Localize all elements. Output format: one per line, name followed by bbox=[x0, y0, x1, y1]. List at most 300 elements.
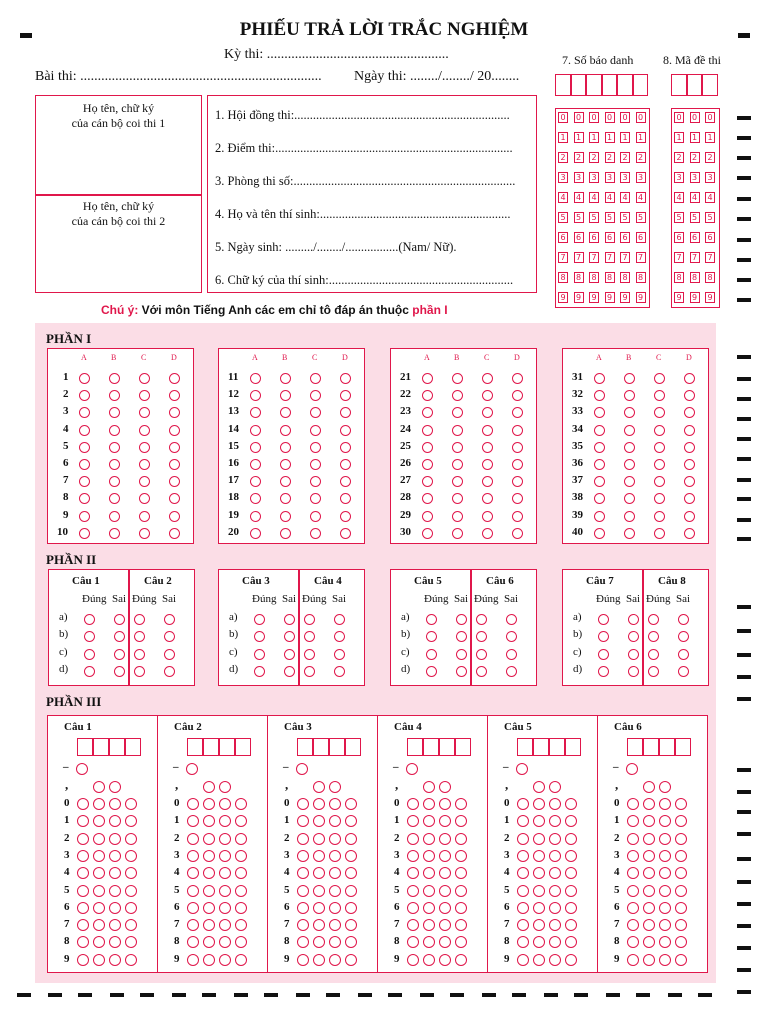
part3-digit-bubble[interactable] bbox=[659, 885, 671, 897]
part1-answer-bubble[interactable] bbox=[452, 511, 463, 522]
part3-digit-bubble[interactable] bbox=[77, 833, 89, 845]
part3-digit-bubble[interactable] bbox=[517, 885, 529, 897]
part3-digit-bubble[interactable] bbox=[675, 902, 687, 914]
sbd-digit-bubble[interactable]: 4 bbox=[620, 192, 630, 203]
part3-digit-bubble[interactable] bbox=[517, 919, 529, 931]
sbd-digit-bubble[interactable]: 1 bbox=[636, 132, 646, 143]
part1-answer-bubble[interactable] bbox=[482, 528, 493, 539]
part3-digit-bubble[interactable] bbox=[77, 798, 89, 810]
part3-write-cell[interactable] bbox=[455, 738, 471, 756]
sbd-digit-bubble[interactable]: 9 bbox=[636, 292, 646, 303]
part1-answer-bubble[interactable] bbox=[139, 528, 150, 539]
part3-digit-bubble[interactable] bbox=[549, 850, 561, 862]
sbd-digit-bubble[interactable]: 3 bbox=[605, 172, 615, 183]
sbd-digit-bubble[interactable]: 1 bbox=[620, 132, 630, 143]
part2-true-bubble[interactable] bbox=[476, 666, 487, 677]
part3-digit-bubble[interactable] bbox=[203, 919, 215, 931]
part1-answer-bubble[interactable] bbox=[139, 425, 150, 436]
part3-digit-bubble[interactable] bbox=[297, 902, 309, 914]
part3-write-cell[interactable] bbox=[345, 738, 361, 756]
part2-false-bubble[interactable] bbox=[164, 666, 175, 677]
made-digit-bubble[interactable]: 7 bbox=[674, 252, 684, 263]
sbd-digit-bubble[interactable]: 2 bbox=[558, 152, 568, 163]
part1-answer-bubble[interactable] bbox=[79, 459, 90, 470]
part3-write-cell[interactable] bbox=[565, 738, 581, 756]
part3-digit-bubble[interactable] bbox=[329, 850, 341, 862]
part1-answer-bubble[interactable] bbox=[79, 511, 90, 522]
part3-comma-bubble[interactable] bbox=[329, 781, 341, 793]
part3-digit-bubble[interactable] bbox=[77, 919, 89, 931]
part1-answer-bubble[interactable] bbox=[310, 459, 321, 470]
part3-digit-bubble[interactable] bbox=[109, 850, 121, 862]
part2-false-bubble[interactable] bbox=[284, 649, 295, 660]
part1-answer-bubble[interactable] bbox=[280, 459, 291, 470]
made-digit-bubble[interactable]: 1 bbox=[705, 132, 715, 143]
sbd-write-cell[interactable] bbox=[633, 74, 649, 96]
part3-digit-bubble[interactable] bbox=[627, 919, 639, 931]
sbd-digit-bubble[interactable]: 4 bbox=[574, 192, 584, 203]
sbd-digit-bubble[interactable]: 3 bbox=[574, 172, 584, 183]
part3-digit-bubble[interactable] bbox=[455, 833, 467, 845]
part3-digit-bubble[interactable] bbox=[93, 919, 105, 931]
part3-digit-bubble[interactable] bbox=[203, 798, 215, 810]
part3-digit-bubble[interactable] bbox=[77, 885, 89, 897]
part3-digit-bubble[interactable] bbox=[297, 919, 309, 931]
part1-answer-bubble[interactable] bbox=[512, 442, 523, 453]
part3-digit-bubble[interactable] bbox=[77, 850, 89, 862]
part3-digit-bubble[interactable] bbox=[93, 954, 105, 966]
made-digit-bubble[interactable]: 6 bbox=[674, 232, 684, 243]
part3-digit-bubble[interactable] bbox=[455, 919, 467, 931]
sbd-digit-bubble[interactable]: 5 bbox=[636, 212, 646, 223]
made-digit-bubble[interactable]: 2 bbox=[674, 152, 684, 163]
part2-false-bubble[interactable] bbox=[164, 649, 175, 660]
part3-digit-bubble[interactable] bbox=[297, 850, 309, 862]
part3-digit-bubble[interactable] bbox=[109, 885, 121, 897]
sbd-digit-bubble[interactable]: 0 bbox=[605, 112, 615, 123]
part3-write-cell[interactable] bbox=[627, 738, 643, 756]
part3-digit-bubble[interactable] bbox=[659, 850, 671, 862]
part1-answer-bubble[interactable] bbox=[79, 425, 90, 436]
part3-comma-bubble[interactable] bbox=[109, 781, 121, 793]
part3-write-cell[interactable] bbox=[297, 738, 313, 756]
part2-true-bubble[interactable] bbox=[134, 666, 145, 677]
made-digit-bubble[interactable]: 8 bbox=[690, 272, 700, 283]
part1-answer-bubble[interactable] bbox=[482, 373, 493, 384]
part3-digit-bubble[interactable] bbox=[439, 850, 451, 862]
part1-answer-bubble[interactable] bbox=[684, 459, 695, 470]
made-write-cell[interactable] bbox=[671, 74, 687, 96]
made-digit-bubble[interactable]: 8 bbox=[674, 272, 684, 283]
part2-false-bubble[interactable] bbox=[506, 614, 517, 625]
part3-digit-bubble[interactable] bbox=[345, 902, 357, 914]
part3-digit-bubble[interactable] bbox=[235, 833, 247, 845]
sbd-digit-bubble[interactable]: 8 bbox=[620, 272, 630, 283]
sbd-digit-bubble[interactable]: 5 bbox=[558, 212, 568, 223]
part3-write-cell[interactable] bbox=[203, 738, 219, 756]
part1-answer-bubble[interactable] bbox=[452, 528, 463, 539]
part2-false-bubble[interactable] bbox=[456, 649, 467, 660]
part3-digit-bubble[interactable] bbox=[93, 833, 105, 845]
sbd-digit-bubble[interactable]: 0 bbox=[620, 112, 630, 123]
part1-answer-bubble[interactable] bbox=[482, 442, 493, 453]
part2-false-bubble[interactable] bbox=[678, 614, 689, 625]
part3-digit-bubble[interactable] bbox=[297, 833, 309, 845]
part3-digit-bubble[interactable] bbox=[439, 833, 451, 845]
part1-answer-bubble[interactable] bbox=[79, 442, 90, 453]
part3-digit-bubble[interactable] bbox=[93, 902, 105, 914]
made-digit-bubble[interactable]: 5 bbox=[705, 212, 715, 223]
sbd-digit-bubble[interactable]: 2 bbox=[620, 152, 630, 163]
part2-true-bubble[interactable] bbox=[134, 614, 145, 625]
sbd-write-cell[interactable] bbox=[617, 74, 633, 96]
part3-write-cell[interactable] bbox=[219, 738, 235, 756]
part3-digit-bubble[interactable] bbox=[125, 954, 137, 966]
part1-answer-bubble[interactable] bbox=[280, 528, 291, 539]
part3-digit-bubble[interactable] bbox=[125, 885, 137, 897]
sbd-digit-bubble[interactable]: 4 bbox=[589, 192, 599, 203]
made-digit-bubble[interactable]: 8 bbox=[705, 272, 715, 283]
part3-digit-bubble[interactable] bbox=[93, 885, 105, 897]
part3-write-cell[interactable] bbox=[659, 738, 675, 756]
part3-digit-bubble[interactable] bbox=[517, 798, 529, 810]
part2-false-bubble[interactable] bbox=[456, 666, 467, 677]
sbd-digit-bubble[interactable]: 4 bbox=[636, 192, 646, 203]
part1-answer-bubble[interactable] bbox=[594, 425, 605, 436]
part3-digit-bubble[interactable] bbox=[643, 919, 655, 931]
made-digit-bubble[interactable]: 4 bbox=[690, 192, 700, 203]
sbd-digit-bubble[interactable]: 2 bbox=[605, 152, 615, 163]
made-digit-bubble[interactable]: 0 bbox=[705, 112, 715, 123]
part1-answer-bubble[interactable] bbox=[654, 442, 665, 453]
part1-answer-bubble[interactable] bbox=[452, 373, 463, 384]
part1-answer-bubble[interactable] bbox=[109, 373, 120, 384]
part3-digit-bubble[interactable] bbox=[455, 954, 467, 966]
part3-digit-bubble[interactable] bbox=[675, 885, 687, 897]
sbd-digit-bubble[interactable]: 0 bbox=[558, 112, 568, 123]
part3-digit-bubble[interactable] bbox=[297, 798, 309, 810]
sbd-digit-bubble[interactable]: 5 bbox=[589, 212, 599, 223]
part3-digit-bubble[interactable] bbox=[297, 954, 309, 966]
part3-digit-bubble[interactable] bbox=[407, 885, 419, 897]
part2-false-bubble[interactable] bbox=[114, 666, 125, 677]
part1-answer-bubble[interactable] bbox=[654, 511, 665, 522]
sbd-digit-bubble[interactable]: 1 bbox=[589, 132, 599, 143]
part3-comma-bubble[interactable] bbox=[219, 781, 231, 793]
part1-answer-bubble[interactable] bbox=[310, 425, 321, 436]
made-digit-bubble[interactable]: 6 bbox=[690, 232, 700, 243]
part3-digit-bubble[interactable] bbox=[627, 902, 639, 914]
part2-true-bubble[interactable] bbox=[476, 649, 487, 660]
sbd-digit-bubble[interactable]: 5 bbox=[620, 212, 630, 223]
part3-digit-bubble[interactable] bbox=[565, 833, 577, 845]
part3-digit-bubble[interactable] bbox=[235, 919, 247, 931]
part3-digit-bubble[interactable] bbox=[77, 902, 89, 914]
part1-answer-bubble[interactable] bbox=[624, 442, 635, 453]
sbd-write-cell[interactable] bbox=[571, 74, 587, 96]
sbd-digit-bubble[interactable]: 9 bbox=[589, 292, 599, 303]
part3-write-cell[interactable] bbox=[109, 738, 125, 756]
part3-digit-bubble[interactable] bbox=[235, 954, 247, 966]
part3-digit-bubble[interactable] bbox=[627, 833, 639, 845]
part3-write-cell[interactable] bbox=[235, 738, 251, 756]
sbd-digit-bubble[interactable]: 3 bbox=[636, 172, 646, 183]
part3-digit-bubble[interactable] bbox=[329, 798, 341, 810]
made-digit-bubble[interactable]: 9 bbox=[690, 292, 700, 303]
part3-digit-bubble[interactable] bbox=[565, 798, 577, 810]
part1-answer-bubble[interactable] bbox=[340, 459, 351, 470]
part3-write-cell[interactable] bbox=[549, 738, 565, 756]
part2-false-bubble[interactable] bbox=[334, 666, 345, 677]
part2-false-bubble[interactable] bbox=[114, 614, 125, 625]
sbd-digit-bubble[interactable]: 2 bbox=[636, 152, 646, 163]
part3-digit-bubble[interactable] bbox=[659, 798, 671, 810]
sbd-digit-bubble[interactable]: 6 bbox=[558, 232, 568, 243]
part3-digit-bubble[interactable] bbox=[533, 885, 545, 897]
part1-answer-bubble[interactable] bbox=[169, 528, 180, 539]
part3-digit-bubble[interactable] bbox=[675, 919, 687, 931]
made-digit-bubble[interactable]: 7 bbox=[705, 252, 715, 263]
part3-digit-bubble[interactable] bbox=[517, 954, 529, 966]
part1-answer-bubble[interactable] bbox=[452, 459, 463, 470]
sbd-digit-bubble[interactable]: 8 bbox=[558, 272, 568, 283]
part1-answer-bubble[interactable] bbox=[512, 425, 523, 436]
part1-answer-bubble[interactable] bbox=[594, 511, 605, 522]
sbd-digit-bubble[interactable]: 0 bbox=[574, 112, 584, 123]
sbd-digit-bubble[interactable]: 9 bbox=[620, 292, 630, 303]
part3-digit-bubble[interactable] bbox=[345, 919, 357, 931]
part1-answer-bubble[interactable] bbox=[594, 459, 605, 470]
sbd-write-cell[interactable] bbox=[586, 74, 602, 96]
part1-answer-bubble[interactable] bbox=[594, 528, 605, 539]
made-digit-bubble[interactable]: 9 bbox=[705, 292, 715, 303]
part3-digit-bubble[interactable] bbox=[439, 798, 451, 810]
part1-answer-bubble[interactable] bbox=[654, 459, 665, 470]
part3-digit-bubble[interactable] bbox=[187, 833, 199, 845]
sbd-digit-bubble[interactable]: 8 bbox=[574, 272, 584, 283]
part3-comma-bubble[interactable] bbox=[439, 781, 451, 793]
part3-digit-bubble[interactable] bbox=[565, 850, 577, 862]
sbd-digit-bubble[interactable]: 7 bbox=[558, 252, 568, 263]
made-digit-bubble[interactable]: 9 bbox=[674, 292, 684, 303]
part3-digit-bubble[interactable] bbox=[125, 902, 137, 914]
part3-digit-bubble[interactable] bbox=[439, 885, 451, 897]
part3-digit-bubble[interactable] bbox=[203, 902, 215, 914]
sbd-digit-bubble[interactable]: 6 bbox=[589, 232, 599, 243]
part3-digit-bubble[interactable] bbox=[297, 885, 309, 897]
sbd-digit-bubble[interactable]: 7 bbox=[574, 252, 584, 263]
part1-answer-bubble[interactable] bbox=[482, 425, 493, 436]
made-digit-bubble[interactable]: 5 bbox=[690, 212, 700, 223]
part2-true-bubble[interactable] bbox=[134, 649, 145, 660]
part3-digit-bubble[interactable] bbox=[675, 954, 687, 966]
part3-digit-bubble[interactable] bbox=[187, 850, 199, 862]
part1-answer-bubble[interactable] bbox=[654, 528, 665, 539]
part1-answer-bubble[interactable] bbox=[422, 459, 433, 470]
part3-write-cell[interactable] bbox=[407, 738, 423, 756]
made-digit-bubble[interactable]: 0 bbox=[674, 112, 684, 123]
part3-digit-bubble[interactable] bbox=[109, 833, 121, 845]
part1-answer-bubble[interactable] bbox=[79, 373, 90, 384]
part3-digit-bubble[interactable] bbox=[533, 798, 545, 810]
part3-digit-bubble[interactable] bbox=[219, 885, 231, 897]
part3-digit-bubble[interactable] bbox=[235, 902, 247, 914]
sbd-digit-bubble[interactable]: 4 bbox=[558, 192, 568, 203]
part3-digit-bubble[interactable] bbox=[187, 798, 199, 810]
part3-digit-bubble[interactable] bbox=[219, 954, 231, 966]
sbd-digit-bubble[interactable]: 2 bbox=[589, 152, 599, 163]
part2-true-bubble[interactable] bbox=[254, 666, 265, 677]
sbd-write-cell[interactable] bbox=[555, 74, 571, 96]
part1-answer-bubble[interactable] bbox=[684, 425, 695, 436]
part2-true-bubble[interactable] bbox=[648, 666, 659, 677]
made-digit-bubble[interactable]: 3 bbox=[690, 172, 700, 183]
part3-digit-bubble[interactable] bbox=[675, 850, 687, 862]
part2-false-bubble[interactable] bbox=[334, 649, 345, 660]
sbd-write-cell[interactable] bbox=[602, 74, 618, 96]
part1-answer-bubble[interactable] bbox=[624, 528, 635, 539]
part2-false-bubble[interactable] bbox=[678, 649, 689, 660]
part3-digit-bubble[interactable] bbox=[675, 833, 687, 845]
part1-answer-bubble[interactable] bbox=[280, 442, 291, 453]
part3-digit-bubble[interactable] bbox=[643, 954, 655, 966]
part3-digit-bubble[interactable] bbox=[627, 954, 639, 966]
part3-digit-bubble[interactable] bbox=[187, 885, 199, 897]
part3-digit-bubble[interactable] bbox=[329, 954, 341, 966]
sbd-digit-bubble[interactable]: 0 bbox=[589, 112, 599, 123]
part1-answer-bubble[interactable] bbox=[624, 511, 635, 522]
part3-digit-bubble[interactable] bbox=[643, 885, 655, 897]
part3-digit-bubble[interactable] bbox=[643, 850, 655, 862]
part3-digit-bubble[interactable] bbox=[423, 919, 435, 931]
part1-answer-bubble[interactable] bbox=[654, 425, 665, 436]
sbd-digit-bubble[interactable]: 0 bbox=[636, 112, 646, 123]
part3-comma-bubble[interactable] bbox=[643, 781, 655, 793]
part2-false-bubble[interactable] bbox=[628, 649, 639, 660]
part3-digit-bubble[interactable] bbox=[659, 902, 671, 914]
sbd-digit-bubble[interactable]: 9 bbox=[558, 292, 568, 303]
part3-write-cell[interactable] bbox=[423, 738, 439, 756]
part1-answer-bubble[interactable] bbox=[169, 459, 180, 470]
part1-answer-bubble[interactable] bbox=[594, 373, 605, 384]
part1-answer-bubble[interactable] bbox=[250, 442, 261, 453]
part3-digit-bubble[interactable] bbox=[565, 902, 577, 914]
part3-digit-bubble[interactable] bbox=[643, 902, 655, 914]
part1-answer-bubble[interactable] bbox=[139, 459, 150, 470]
sbd-digit-bubble[interactable]: 7 bbox=[620, 252, 630, 263]
part2-true-bubble[interactable] bbox=[84, 666, 95, 677]
sbd-digit-bubble[interactable]: 8 bbox=[636, 272, 646, 283]
part3-comma-bubble[interactable] bbox=[659, 781, 671, 793]
part3-digit-bubble[interactable] bbox=[313, 902, 325, 914]
part3-digit-bubble[interactable] bbox=[517, 850, 529, 862]
part3-digit-bubble[interactable] bbox=[203, 833, 215, 845]
part2-true-bubble[interactable] bbox=[84, 614, 95, 625]
part1-answer-bubble[interactable] bbox=[340, 373, 351, 384]
part2-true-bubble[interactable] bbox=[648, 649, 659, 660]
part3-digit-bubble[interactable] bbox=[627, 850, 639, 862]
part3-digit-bubble[interactable] bbox=[549, 798, 561, 810]
part3-digit-bubble[interactable] bbox=[423, 885, 435, 897]
sbd-digit-bubble[interactable]: 5 bbox=[574, 212, 584, 223]
part2-true-bubble[interactable] bbox=[648, 614, 659, 625]
part1-answer-bubble[interactable] bbox=[169, 373, 180, 384]
part2-true-bubble[interactable] bbox=[254, 614, 265, 625]
part1-answer-bubble[interactable] bbox=[79, 528, 90, 539]
part3-digit-bubble[interactable] bbox=[219, 850, 231, 862]
part3-digit-bubble[interactable] bbox=[533, 833, 545, 845]
part2-false-bubble[interactable] bbox=[114, 649, 125, 660]
sbd-digit-bubble[interactable]: 3 bbox=[558, 172, 568, 183]
part3-digit-bubble[interactable] bbox=[455, 798, 467, 810]
part1-answer-bubble[interactable] bbox=[422, 528, 433, 539]
part1-answer-bubble[interactable] bbox=[340, 442, 351, 453]
made-digit-bubble[interactable]: 3 bbox=[705, 172, 715, 183]
part1-answer-bubble[interactable] bbox=[624, 373, 635, 384]
made-digit-bubble[interactable]: 2 bbox=[705, 152, 715, 163]
part3-digit-bubble[interactable] bbox=[187, 902, 199, 914]
part2-true-bubble[interactable] bbox=[598, 614, 609, 625]
part1-answer-bubble[interactable] bbox=[512, 528, 523, 539]
part3-digit-bubble[interactable] bbox=[423, 833, 435, 845]
made-digit-bubble[interactable]: 4 bbox=[705, 192, 715, 203]
part1-answer-bubble[interactable] bbox=[340, 511, 351, 522]
part3-digit-bubble[interactable] bbox=[109, 919, 121, 931]
part3-digit-bubble[interactable] bbox=[659, 954, 671, 966]
part3-digit-bubble[interactable] bbox=[235, 798, 247, 810]
sbd-digit-bubble[interactable]: 7 bbox=[636, 252, 646, 263]
part2-false-bubble[interactable] bbox=[456, 614, 467, 625]
part1-answer-bubble[interactable] bbox=[684, 528, 695, 539]
part2-false-bubble[interactable] bbox=[678, 666, 689, 677]
part1-answer-bubble[interactable] bbox=[452, 442, 463, 453]
part2-false-bubble[interactable] bbox=[284, 666, 295, 677]
part3-digit-bubble[interactable] bbox=[313, 885, 325, 897]
sbd-digit-bubble[interactable]: 1 bbox=[574, 132, 584, 143]
part1-answer-bubble[interactable] bbox=[139, 442, 150, 453]
part1-answer-bubble[interactable] bbox=[280, 511, 291, 522]
part3-digit-bubble[interactable] bbox=[125, 833, 137, 845]
sbd-digit-bubble[interactable]: 6 bbox=[620, 232, 630, 243]
made-digit-bubble[interactable]: 0 bbox=[690, 112, 700, 123]
part1-answer-bubble[interactable] bbox=[169, 425, 180, 436]
part1-answer-bubble[interactable] bbox=[684, 442, 695, 453]
part3-minus-bubble[interactable] bbox=[186, 763, 198, 775]
part3-digit-bubble[interactable] bbox=[549, 902, 561, 914]
part3-digit-bubble[interactable] bbox=[125, 919, 137, 931]
part2-false-bubble[interactable] bbox=[164, 614, 175, 625]
made-digit-bubble[interactable]: 7 bbox=[690, 252, 700, 263]
part1-answer-bubble[interactable] bbox=[482, 511, 493, 522]
part1-answer-bubble[interactable] bbox=[250, 511, 261, 522]
part1-answer-bubble[interactable] bbox=[139, 373, 150, 384]
part3-digit-bubble[interactable] bbox=[675, 798, 687, 810]
part3-digit-bubble[interactable] bbox=[235, 850, 247, 862]
part3-comma-bubble[interactable] bbox=[313, 781, 325, 793]
part3-digit-bubble[interactable] bbox=[549, 833, 561, 845]
part3-digit-bubble[interactable] bbox=[659, 919, 671, 931]
sbd-digit-bubble[interactable]: 1 bbox=[558, 132, 568, 143]
part3-comma-bubble[interactable] bbox=[423, 781, 435, 793]
part3-digit-bubble[interactable] bbox=[407, 850, 419, 862]
made-digit-bubble[interactable]: 6 bbox=[705, 232, 715, 243]
part3-digit-bubble[interactable] bbox=[187, 919, 199, 931]
part3-digit-bubble[interactable] bbox=[345, 954, 357, 966]
part3-digit-bubble[interactable] bbox=[329, 902, 341, 914]
part1-answer-bubble[interactable] bbox=[654, 373, 665, 384]
part3-digit-bubble[interactable] bbox=[345, 798, 357, 810]
part3-digit-bubble[interactable] bbox=[219, 919, 231, 931]
